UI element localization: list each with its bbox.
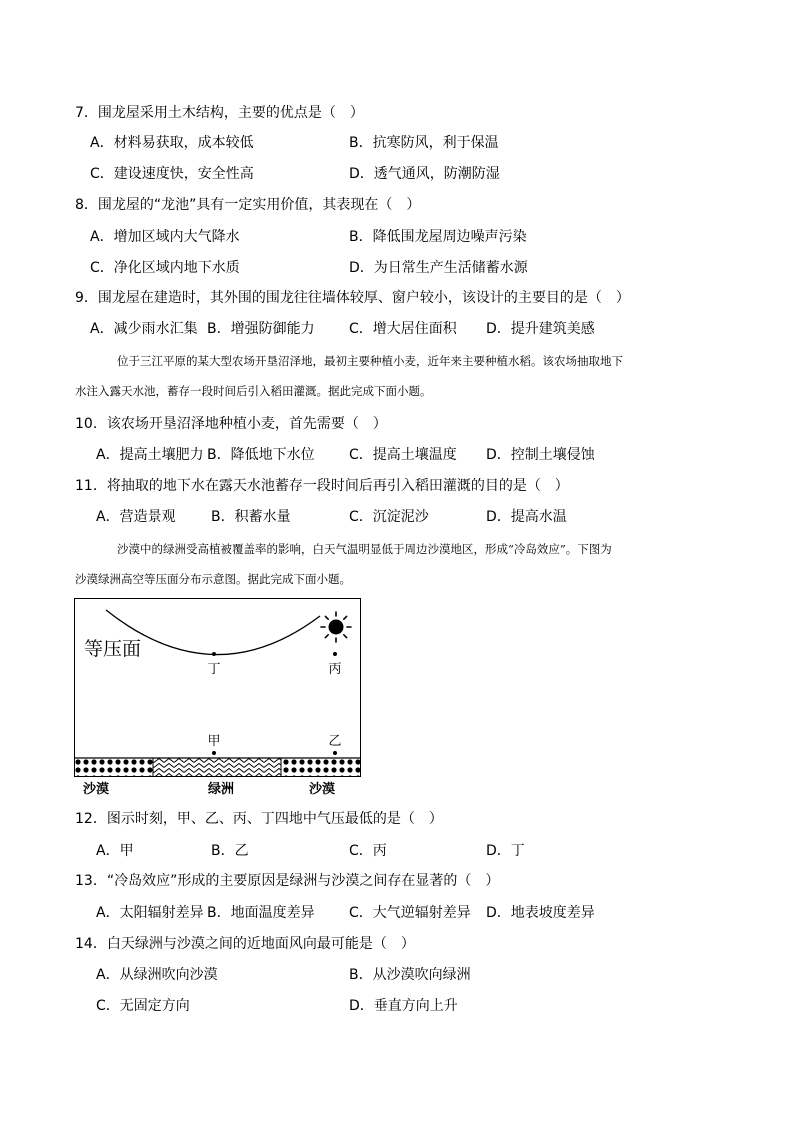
- passage-farm-line-1: 位于三江平原的某大型农场开垦沼泽地，最初主要种植小麦，近年来主要种植水稻。该农场抽取地下: [117, 354, 623, 368]
- desert-right-ground: [281, 758, 360, 776]
- question-7-option-c[interactable]: C．建设速度快，安全性高: [90, 166, 254, 182]
- point-jia-label: 甲: [207, 734, 221, 749]
- passage-farm-line-2: 水注入露天水池，蓄存一段时间后引入稻田灌溉。据此完成下面小题。: [75, 384, 432, 398]
- question-8-option-b[interactable]: B．降低围龙屋周边噪声污染: [349, 229, 527, 245]
- question-10-option-a[interactable]: A．提高土壤肥力: [96, 447, 204, 463]
- sun-icon: [321, 612, 351, 642]
- point-yi-label: 乙: [328, 734, 342, 749]
- question-11-option-d[interactable]: D．提高水温: [486, 509, 567, 525]
- isobar-label: 等压面: [84, 638, 142, 660]
- question-9-option-d[interactable]: D．提升建筑美感: [486, 321, 595, 337]
- desert-left-ground: [75, 758, 153, 776]
- question-14-stem: 14．白天绿洲与沙漠之间的近地面风向最可能是（ ）: [75, 936, 415, 952]
- question-12-option-b[interactable]: B．乙: [211, 843, 249, 859]
- question-10-option-d[interactable]: D．控制土壤侵蚀: [486, 447, 595, 463]
- ground-label-desert-right: 沙漠: [308, 782, 336, 797]
- question-10-option-b[interactable]: B．降低地下水位: [207, 447, 315, 463]
- question-8-option-c[interactable]: C．净化区域内地下水质: [90, 260, 240, 276]
- question-11-stem: 11．将抽取的地下水在露天水池蓄存一段时间后再引入稻田灌溉的目的是（ ）: [75, 478, 569, 494]
- ground-label-oasis: 绿洲: [207, 782, 235, 797]
- question-13-stem: 13．“冷岛效应”形成的主要原因是绿洲与沙漠之间存在显著的（ ）: [75, 873, 500, 889]
- question-8-stem: 8．围龙屋的“龙池”具有一定实用价值，其表现在（ ）: [75, 197, 421, 213]
- question-14-option-a[interactable]: A．从绿洲吹向沙漠: [96, 967, 218, 983]
- question-12-option-a[interactable]: A．甲: [96, 843, 134, 859]
- question-9-option-b[interactable]: B．增强防御能力: [207, 321, 315, 337]
- passage-oasis-line-2: 沙漠绿洲高空等压面分布示意图。据此完成下面小题。: [75, 572, 351, 586]
- question-8-option-a[interactable]: A．增加区域内大气降水: [90, 229, 240, 245]
- question-10-stem: 10．该农场开垦沼泽地种植小麦，首先需要（ ）: [75, 416, 387, 432]
- question-7-stem: 7．围龙屋采用土木结构，主要的优点是（ ）: [75, 105, 364, 121]
- question-9-option-a[interactable]: A．减少雨水汇集: [90, 321, 198, 337]
- point-bing-label: 丙: [328, 662, 342, 677]
- question-9-option-c[interactable]: C．增大居住面积: [349, 321, 457, 337]
- ground-label-desert-left: 沙漠: [82, 782, 110, 797]
- question-11-option-c[interactable]: C．沉淀泥沙: [349, 509, 429, 525]
- question-7-option-b[interactable]: B．抗寒防风，利于保温: [349, 135, 499, 151]
- point-yi: [333, 751, 337, 755]
- question-13-option-b[interactable]: B．地面温度差异: [207, 905, 315, 921]
- question-13-option-a[interactable]: A．太阳辐射差异: [96, 905, 204, 921]
- question-12-option-d[interactable]: D．丁: [486, 843, 525, 859]
- question-9-stem: 9．围龙屋在建造时，其外围的围龙往往墙体较厚、窗户较小，该设计的主要目的是（ ）: [75, 290, 630, 306]
- passage-oasis: [75, 540, 725, 588]
- point-ding-label: 丁: [207, 662, 221, 677]
- question-13-option-d[interactable]: D．地表坡度差异: [486, 905, 595, 921]
- passage-oasis-line-1: 沙漠中的绿洲受高植被覆盖率的影响，白天气温明显低于周边沙漠地区，形成“冷岛效应”。下图为: [117, 542, 612, 556]
- point-jia: [212, 751, 216, 755]
- point-bing: [333, 652, 337, 656]
- question-12-option-c[interactable]: C．丙: [349, 843, 387, 859]
- question-7-option-a[interactable]: A．材料易获取，成本较低: [90, 135, 254, 151]
- question-14-option-b[interactable]: B．从沙漠吹向绿洲: [349, 967, 471, 983]
- question-14-option-d[interactable]: D．垂直方向上升: [349, 998, 458, 1014]
- question-14-option-c[interactable]: C．无固定方向: [96, 998, 190, 1014]
- question-12-stem: 12．图示时刻，甲、乙、丙、丁四地中气压最低的是（ ）: [75, 811, 443, 827]
- question-11-option-a[interactable]: A．营造景观: [96, 509, 176, 525]
- passage-farm: [75, 352, 725, 400]
- question-13-option-c[interactable]: C．大气逆辐射差异: [349, 905, 471, 921]
- isobar-diagram: [74, 598, 362, 798]
- question-11-option-b[interactable]: B．积蓄水量: [211, 509, 291, 525]
- question-7-option-d[interactable]: D．透气通风，防潮防湿: [349, 166, 500, 182]
- oasis-ground: [153, 758, 281, 776]
- question-8-option-d[interactable]: D．为日常生产生活储蓄水源: [349, 260, 528, 276]
- point-ding: [212, 652, 216, 656]
- figure-frame: [75, 599, 361, 777]
- question-10-option-c[interactable]: C．提高土壤温度: [349, 447, 457, 463]
